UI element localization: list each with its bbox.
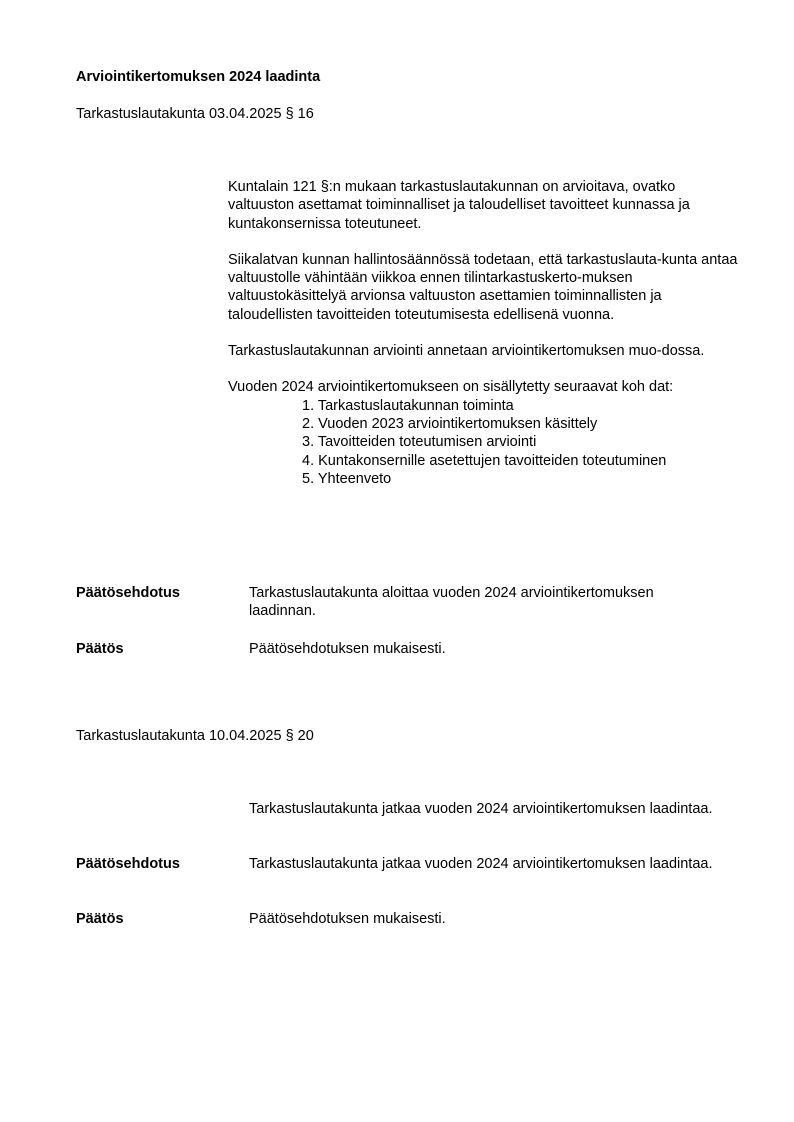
proposal-label: Päätösehdotus — [76, 856, 180, 872]
decision-label: Päätös — [76, 911, 124, 927]
list-item: 3. Tavoitteiden toteutumisen arviointi — [302, 434, 537, 451]
decision-label: Päätös — [76, 641, 124, 657]
body-paragraph: Vuoden 2024 arviointikertomukseen on sisällytetty seuraavat koh dat: — [228, 379, 674, 396]
body-paragraph: Siikalatvan kunnan hallintosäännössä todetaan, että tarkastuslauta-kunta antaa valtuustolle vähintään viikkoa ennen tilintarkastuskerto-muksen valtuustokäsittelyä arvionsa valtuuston asettamien toiminnallisten ja taloudellisten tavoitteiden toteutumisesta edellisenä vuonna. — [228, 251, 738, 323]
list-item: 4. Kuntakonsernille asetettujen tavoitteiden toteutuminen — [302, 452, 667, 469]
list-item: 5. Yhteenveto — [302, 470, 392, 487]
meeting-header: Tarkastuslautakunta 03.04.2025 § 16 — [76, 106, 314, 122]
proposal-text: Tarkastuslautakunta jatkaa vuoden 2024 arviointikertomuksen laadintaa. — [249, 856, 713, 872]
decision-text: Päätösehdotuksen mukaisesti. — [249, 641, 446, 657]
meeting-header: Tarkastuslautakunta 10.04.2025 § 20 — [76, 728, 314, 744]
topics-list — [228, 397, 742, 488]
list-item: 1. Tarkastuslautakunnan toiminta — [302, 397, 514, 414]
document-title: Arviointikertomuksen 2024 laadinta — [76, 69, 321, 85]
proposal-label: Päätösehdotus — [76, 585, 180, 601]
intro-text: Tarkastuslautakunta jatkaa vuoden 2024 arviointikertomuksen laadintaa. — [249, 801, 713, 817]
proposal-text: Tarkastuslautakunta aloittaa vuoden 2024 arviointikertomuksen laadinnan. — [249, 585, 654, 620]
list-item: 2. Vuoden 2023 arviointikertomuksen käsittely — [302, 415, 598, 432]
meeting-body — [228, 178, 742, 488]
body-paragraph: Kuntalain 121 §:n mukaan tarkastuslautakunnan on arvioitava, ovatko valtuuston asettamat toiminnalliset ja taloudelliset tavoitteet kunnassa ja kuntakonsernissa toteutuneet. — [228, 179, 690, 232]
decision-text: Päätösehdotuksen mukaisesti. — [249, 911, 446, 927]
body-paragraph: Tarkastuslautakunnan arviointi annetaan arviointikertomuksen muo-dossa. — [228, 343, 705, 360]
